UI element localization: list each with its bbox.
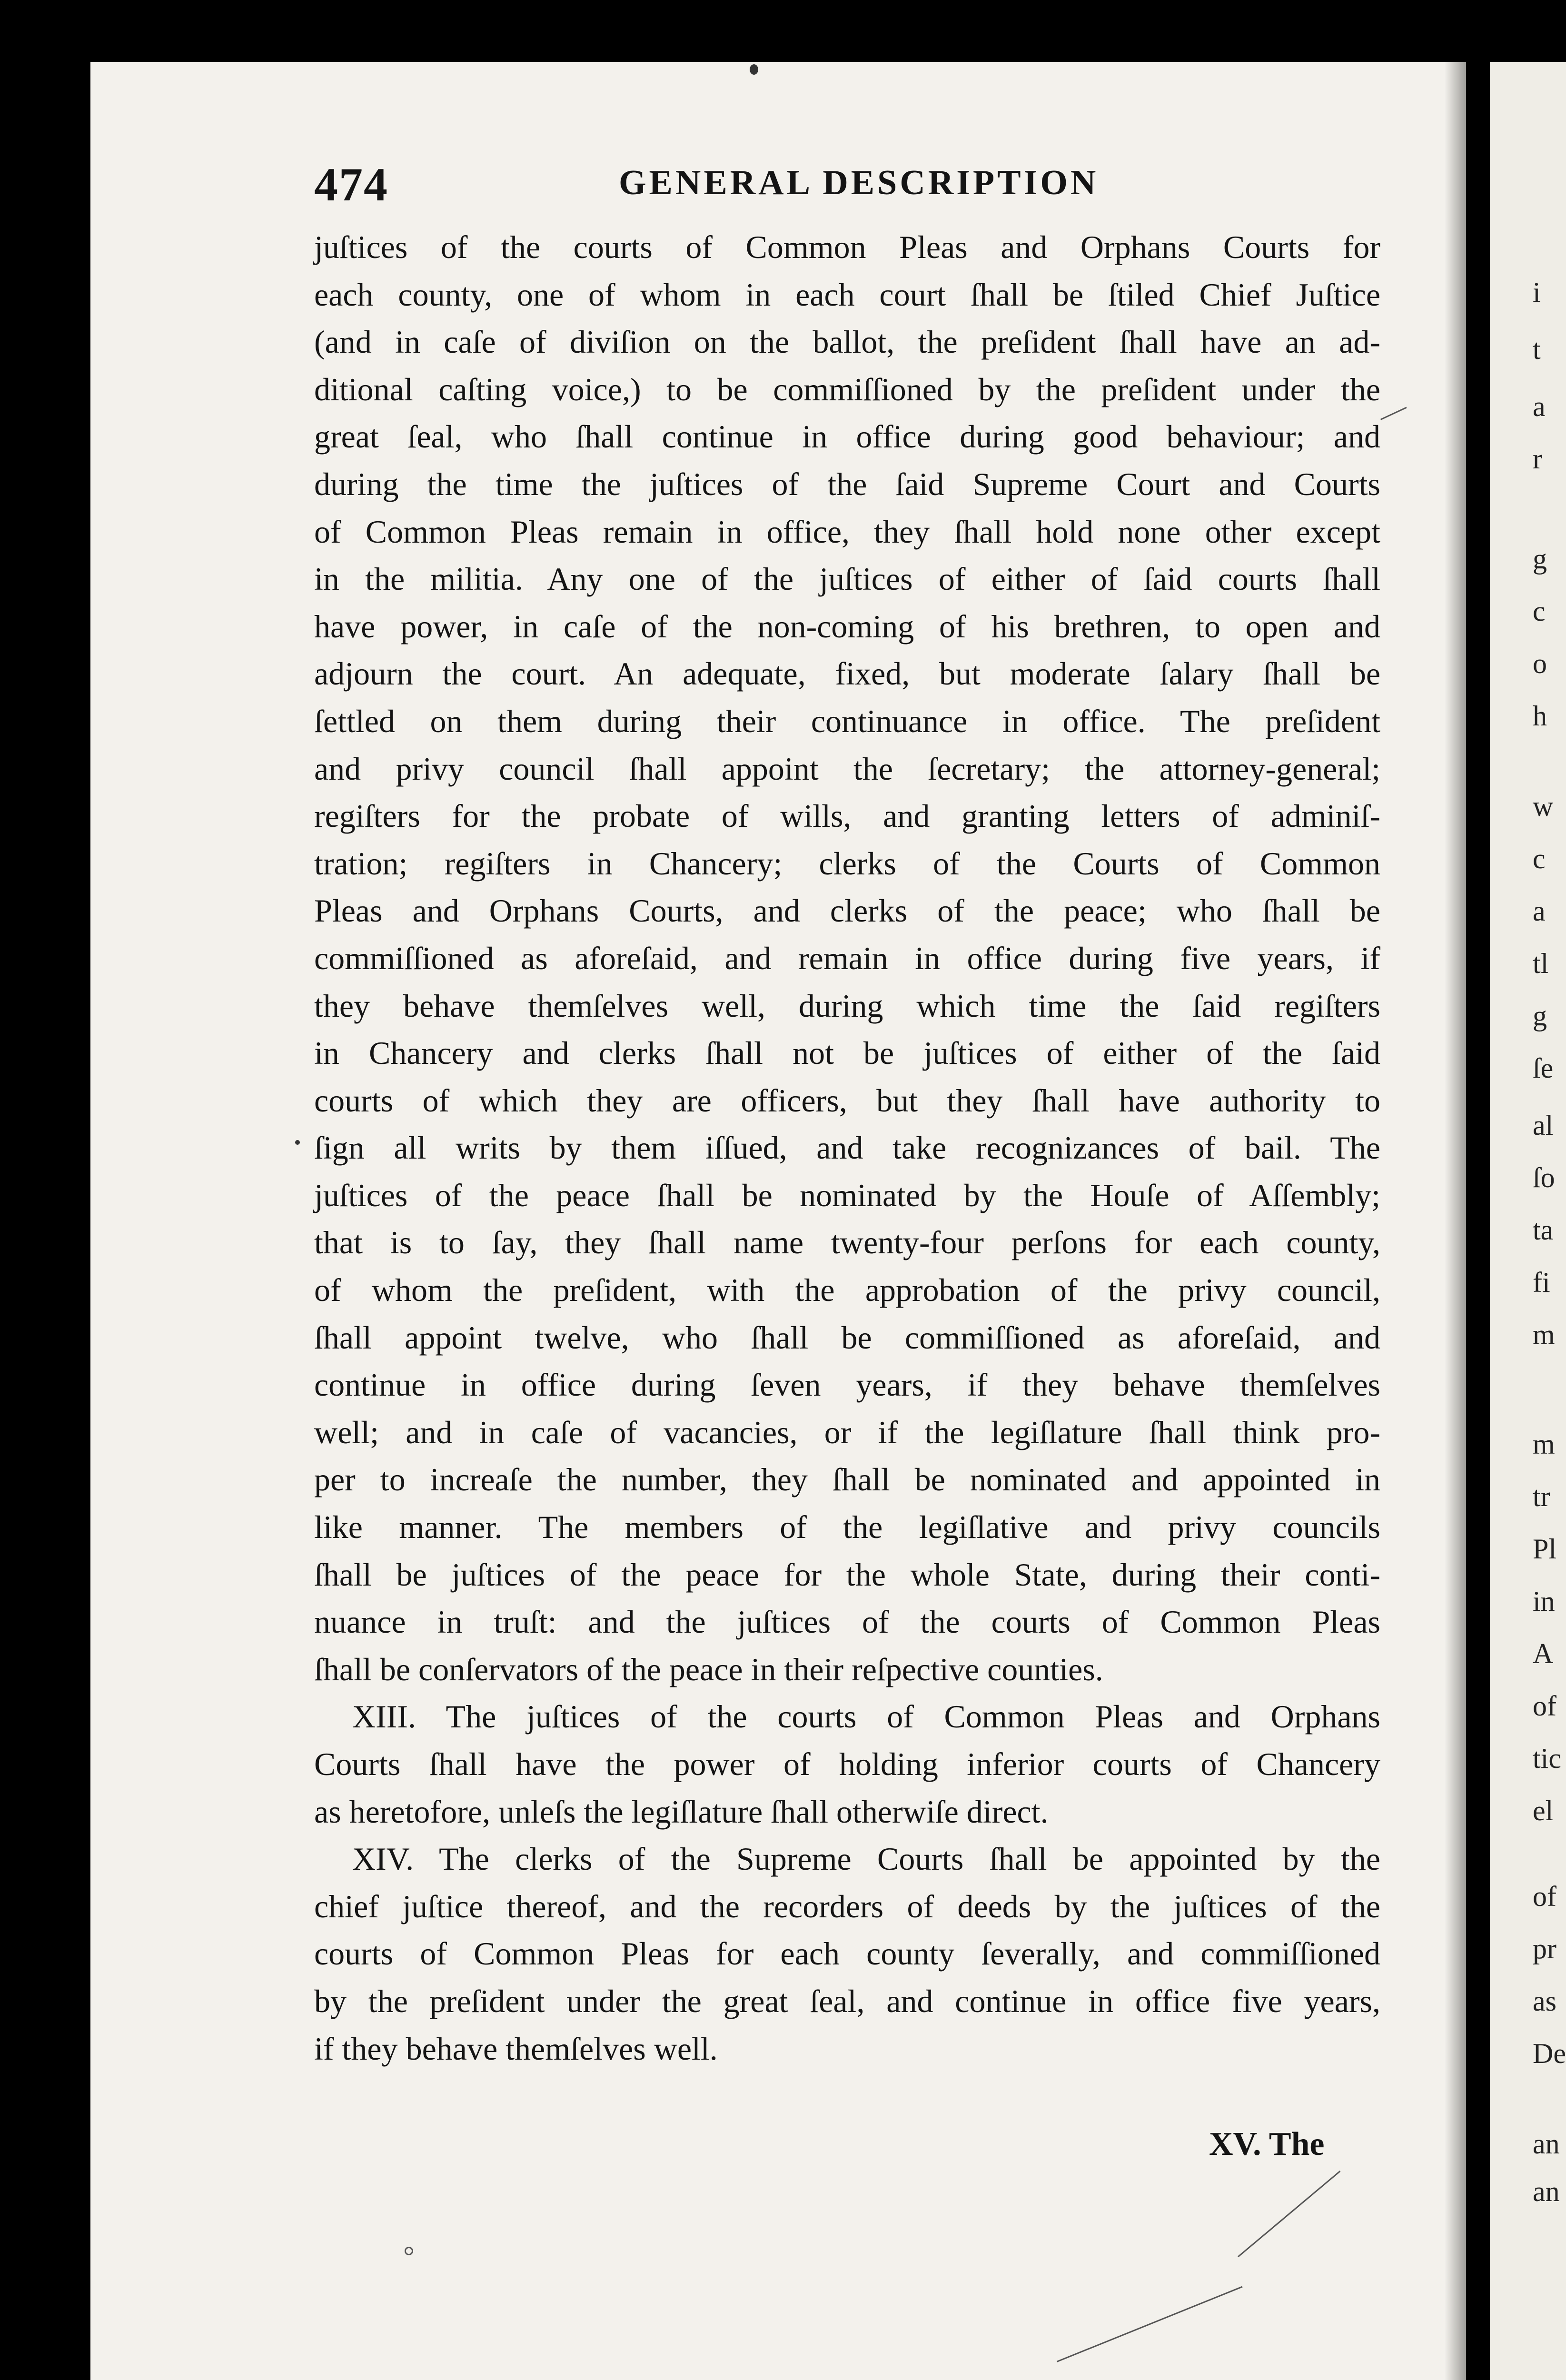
text-line: that is to ſay, they ſhall name twenty-four perſons for each county, <box>314 1224 1380 1261</box>
adjacent-page-fragment: ſe <box>1533 1052 1554 1084</box>
adjacent-page-fragment: g <box>1533 1000 1547 1031</box>
adjacent-page-fragment: A <box>1533 1638 1554 1669</box>
adjacent-page-fragment: fi <box>1533 1267 1550 1298</box>
adjacent-page-fragment: a <box>1533 895 1546 927</box>
text-line: Pleas and Orphans Courts, and clerks of the peace; who ſhall be <box>314 892 1380 929</box>
text-line: (and in caſe of diviſion on the ballot, the preſident ſhall have an ad- <box>314 324 1380 360</box>
adjacent-page-fragment: a <box>1533 391 1546 422</box>
text-line: like manner. The members of the legiſlative and privy councils <box>314 1509 1380 1546</box>
adjacent-page-fragment: c <box>1533 595 1546 627</box>
text-line: per to increaſe the number, they ſhall be nominated and appointed in <box>314 1461 1380 1498</box>
text-line: continue in office during ſeven years, if they behave themſelves <box>314 1367 1380 1403</box>
text-line: of Common Pleas remain in office, they ſhall hold none other except <box>314 513 1380 550</box>
text-line: by the preſident under the great ſeal, and continue in office five years, <box>314 1983 1380 2019</box>
text-line: in the militia. Any one of the juſtices of either of ſaid courts ſhall <box>314 561 1380 597</box>
text-line: Courts ſhall have the power of holding inferior courts of Chancery <box>314 1746 1380 1782</box>
text-line: well; and in caſe of vacancies, or if the legiſlature ſhall think pro- <box>314 1414 1380 1450</box>
text-line: chief juſtice thereof, and the recorders of deeds by the juſtices of the <box>314 1888 1380 1924</box>
text-line: juſtices of the peace ſhall be nominated by the Houſe of Aſſembly; <box>314 1177 1380 1213</box>
text-line: ditional caſting voice,) to be commiſſioned by the preſident under the <box>314 371 1380 407</box>
text-line: XIII. The juſtices of the courts of Common Pleas and Orphans <box>352 1698 1380 1735</box>
page-header <box>314 157 1409 209</box>
text-line: each county, one of whom in each court ſhall be ſtiled Chief Juſtice <box>314 276 1380 313</box>
text-line: in Chancery and clerks ſhall not be juſtices of either of the ſaid <box>314 1035 1380 1071</box>
adjacent-page-fragment: ſo <box>1533 1162 1555 1193</box>
adjacent-page-fragment: c <box>1533 843 1546 874</box>
ink-speck <box>295 1140 300 1145</box>
text-line: during the time the juſtices of the ſaid Supreme Court and Courts <box>314 466 1380 502</box>
adjacent-page-fragment: tic <box>1533 1743 1561 1774</box>
text-line: courts of Common Pleas for each county ſeverally, and commiſſioned <box>314 1935 1380 1972</box>
text-line: ſhall appoint twelve, who ſhall be commiſſioned as aforeſaid, and <box>314 1319 1380 1356</box>
adjacent-page-fragment: De <box>1533 2038 1566 2069</box>
adjacent-page-fragment: al <box>1533 1110 1554 1141</box>
text-line: regiſters for the probate of wills, and granting letters of adminiſ- <box>314 798 1380 834</box>
adjacent-page-fragment: w <box>1533 791 1554 822</box>
text-line: and privy council ſhall appoint the ſecretary; the attorney-general; <box>314 750 1380 787</box>
page-number: 474 <box>314 158 388 211</box>
adjacent-page-fragment: of <box>1533 1881 1556 1912</box>
page-fold-shadow <box>1445 62 1466 2380</box>
adjacent-page-fragment: m <box>1533 1428 1555 1460</box>
adjacent-page-fragment: o <box>1533 648 1547 679</box>
text-line: courts of which they are officers, but they ſhall have authority to <box>314 1082 1380 1119</box>
adjacent-page-fragment: r <box>1533 443 1542 475</box>
adjacent-page-fragment: i <box>1533 277 1541 308</box>
catchword: XV. The <box>1209 2126 1325 2162</box>
adjacent-page-fragment: t <box>1533 334 1541 365</box>
adjacent-page-fragment: pr <box>1533 1933 1556 1964</box>
text-line: ſign all writs by them iſſued, and take recognizances of bail. The <box>314 1130 1380 1166</box>
adjacent-page-fragment: Pl <box>1533 1533 1557 1565</box>
ink-speck <box>405 2247 413 2255</box>
text-line: juſtices of the courts of Common Pleas and Orphans Courts for <box>314 229 1380 265</box>
adjacent-page-fragment: as <box>1533 1985 1556 2017</box>
text-line: ſhall be juſtices of the peace for the whole State, during their conti- <box>314 1556 1380 1593</box>
adjacent-page-fragment: an <box>1533 2176 1560 2207</box>
text-line: have power, in caſe of the non-coming of his brethren, to open and <box>314 608 1380 645</box>
text-line: of whom the preſident, with the approbation of the privy council, <box>314 1272 1380 1309</box>
adjacent-page-fragment: g <box>1533 543 1547 575</box>
adjacent-page-fragment: of <box>1533 1690 1556 1722</box>
text-line: they behave themſelves well, during which time the ſaid regiſters <box>314 987 1380 1024</box>
adjacent-page-fragment: in <box>1533 1586 1555 1617</box>
adjacent-page-fragment: h <box>1533 700 1547 732</box>
adjacent-page-edge <box>1480 62 1566 2380</box>
body-text <box>314 224 1380 2073</box>
adjacent-page-fragment: el <box>1533 1795 1554 1826</box>
adjacent-page-fragment: tl <box>1533 948 1549 979</box>
running-head: GENERAL DESCRIPTION <box>619 163 1099 202</box>
text-line: nuance in truſt: and the juſtices of the courts of Common Pleas <box>314 1604 1380 1640</box>
text-line: XIV. The clerks of the Supreme Courts ſhall be appointed by the <box>352 1841 1380 1877</box>
ink-speck <box>750 64 758 75</box>
text-line: ſhall be conſervators of the peace in their reſpective counties. <box>314 1651 1103 1687</box>
text-line: commiſſioned as aforeſaid, and remain in office during five years, if <box>314 940 1380 976</box>
text-line: as heretofore, unleſs the legiſlature ſhall otherwiſe direct. <box>314 1793 1049 1830</box>
adjacent-page-fragment: m <box>1533 1319 1555 1350</box>
text-line: adjourn the court. An adequate, fixed, but moderate ſalary ſhall be <box>314 655 1380 692</box>
text-line: great ſeal, who ſhall continue in office during good behaviour; and <box>314 418 1380 455</box>
adjacent-page-fragment: ta <box>1533 1214 1554 1246</box>
text-line: tration; regiſters in Chancery; clerks of the Courts of Common <box>314 845 1380 882</box>
adjacent-page-fragment: tr <box>1533 1481 1550 1512</box>
adjacent-page-fragment: an <box>1533 2128 1560 2160</box>
text-line: ſettled on them during their continuance in office. The preſident <box>314 703 1380 739</box>
text-line: if they behave themſelves well. <box>314 2030 718 2067</box>
